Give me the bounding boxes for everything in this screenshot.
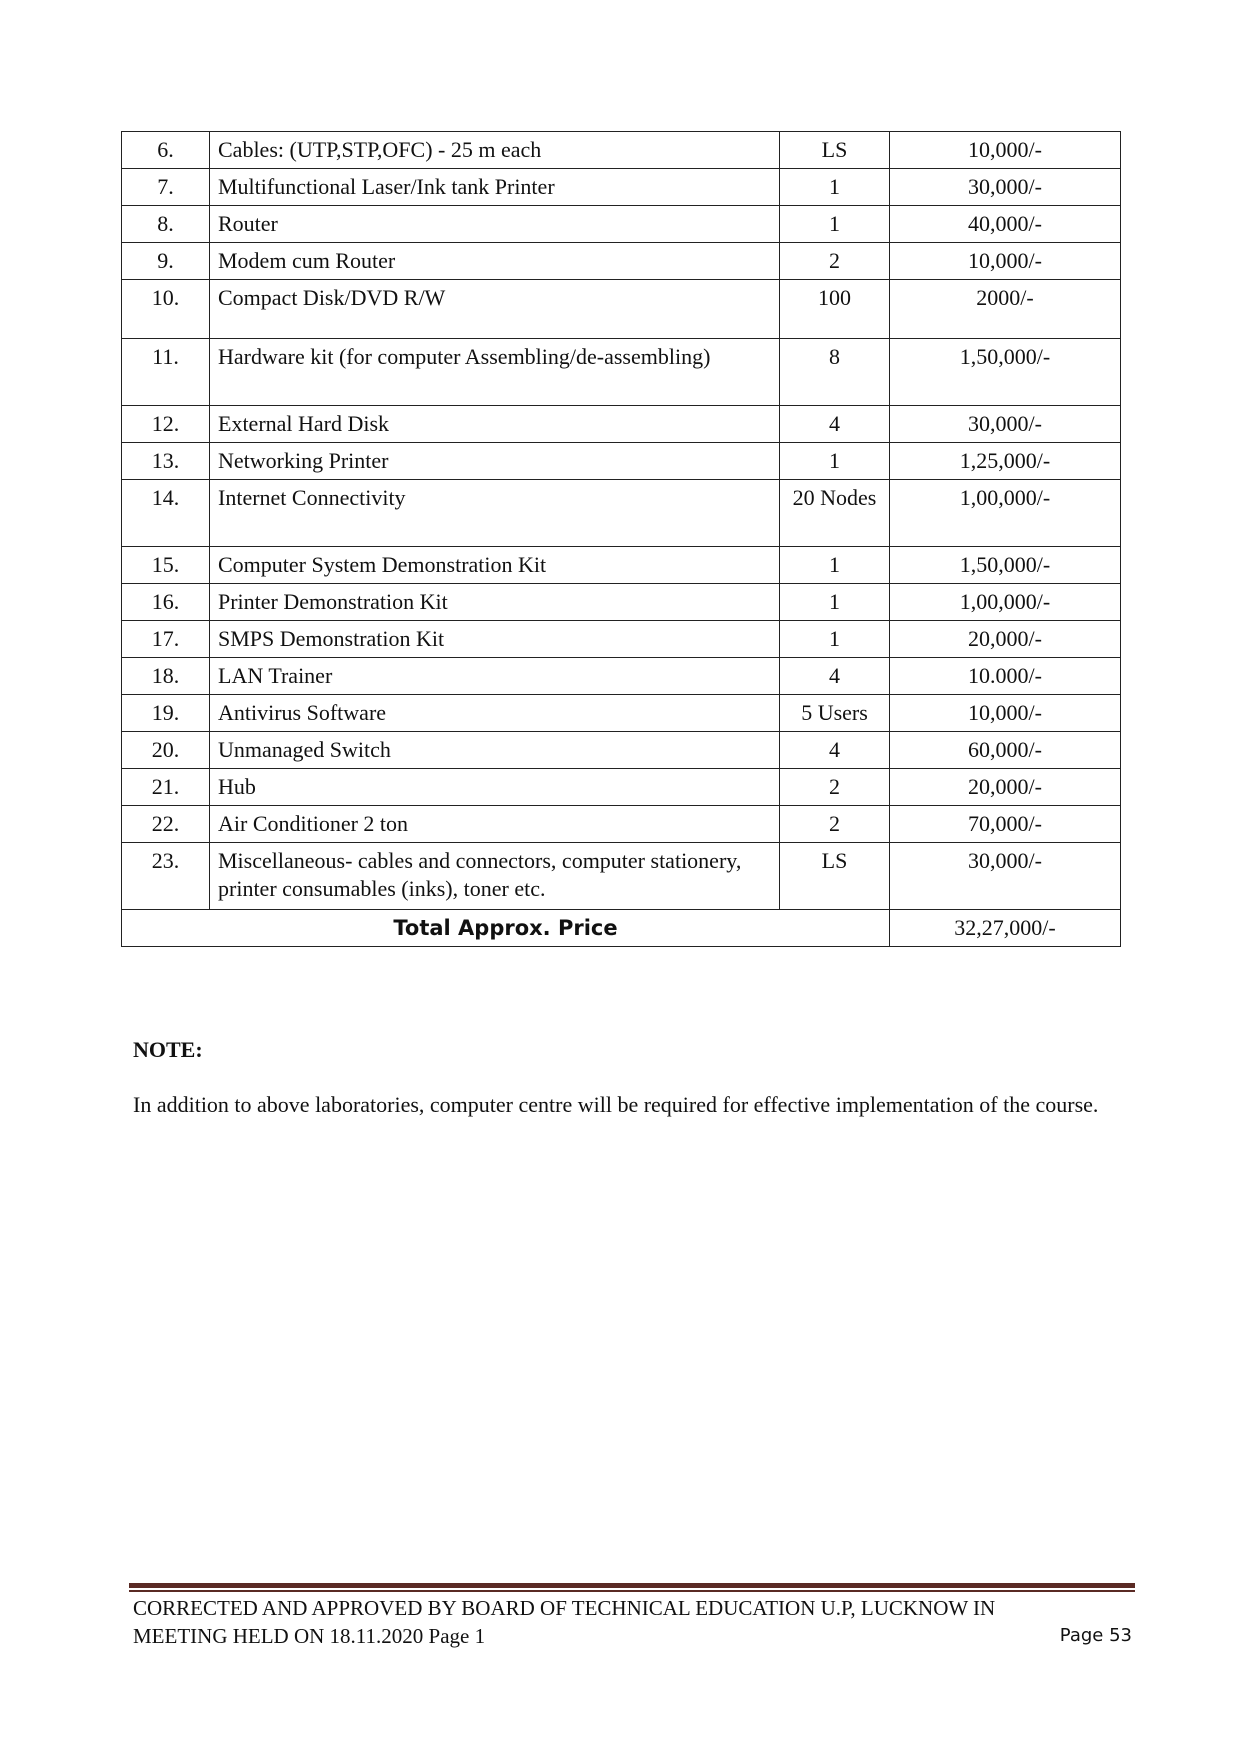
item-description: Hub: [210, 769, 780, 806]
item-quantity: 1: [780, 584, 890, 621]
row-number: 17.: [122, 621, 210, 658]
note-title: NOTE:: [133, 1037, 203, 1062]
item-quantity: 2: [780, 243, 890, 280]
item-description: Modem cum Router: [210, 243, 780, 280]
item-quantity: 1: [780, 206, 890, 243]
table-row: [122, 843, 1121, 910]
item-price: 30,000/-: [890, 843, 1121, 910]
item-price: 10,000/-: [890, 695, 1121, 732]
item-price: 1,50,000/-: [890, 339, 1121, 406]
table-row: [122, 547, 1121, 584]
table-row: [122, 206, 1121, 243]
table-row: [122, 406, 1121, 443]
item-description: Antivirus Software: [210, 695, 780, 732]
page-number: Page 53: [1059, 1625, 1132, 1646]
item-quantity: 4: [780, 406, 890, 443]
item-quantity: 20 Nodes: [780, 480, 890, 547]
item-price: 1,50,000/-: [890, 547, 1121, 584]
item-description: SMPS Demonstration Kit: [210, 621, 780, 658]
item-price: 10,000/-: [890, 243, 1121, 280]
row-number: 12.: [122, 406, 210, 443]
row-number: 10.: [122, 280, 210, 339]
item-description: Printer Demonstration Kit: [210, 584, 780, 621]
item-description: Networking Printer: [210, 443, 780, 480]
item-price: 1,00,000/-: [890, 584, 1121, 621]
footer-rule-thin: [129, 1590, 1135, 1592]
item-description: Cables: (UTP,STP,OFC) - 25 m each: [210, 132, 780, 169]
table-row: [122, 480, 1121, 547]
row-number: 9.: [122, 243, 210, 280]
item-price: 60,000/-: [890, 732, 1121, 769]
item-price: 2000/-: [890, 280, 1121, 339]
item-quantity: LS: [780, 843, 890, 910]
item-quantity: 1: [780, 443, 890, 480]
item-quantity: 100: [780, 280, 890, 339]
table-row: [122, 658, 1121, 695]
footer-line1: CORRECTED AND APPROVED BY BOARD OF TECHNICAL EDUCATION U.P, LUCKNOW IN: [133, 1596, 996, 1620]
item-description: Multifunctional Laser/Ink tank Printer: [210, 169, 780, 206]
item-price: 30,000/-: [890, 169, 1121, 206]
row-number: 7.: [122, 169, 210, 206]
item-quantity: 2: [780, 769, 890, 806]
item-quantity: 2: [780, 806, 890, 843]
total-row: [122, 910, 1121, 947]
row-number: 11.: [122, 339, 210, 406]
row-number: 20.: [122, 732, 210, 769]
item-price: 20,000/-: [890, 621, 1121, 658]
item-quantity: 1: [780, 169, 890, 206]
footer-line2-row: [133, 1622, 1132, 1650]
total-price: 32,27,000/-: [890, 910, 1121, 947]
table-row: [122, 732, 1121, 769]
table-row: [122, 280, 1121, 339]
item-description: Hardware kit (for computer Assembling/de-assembling): [210, 339, 780, 406]
table-row: [122, 584, 1121, 621]
item-quantity: 5 Users: [780, 695, 890, 732]
item-description: Unmanaged Switch: [210, 732, 780, 769]
item-quantity: 1: [780, 547, 890, 584]
table-row: [122, 621, 1121, 658]
table-row: [122, 769, 1121, 806]
table-row: [122, 339, 1121, 406]
item-description: Internet Connectivity: [210, 480, 780, 547]
row-number: 16.: [122, 584, 210, 621]
table-row: [122, 695, 1121, 732]
row-number: 13.: [122, 443, 210, 480]
total-label: Total Approx. Price: [122, 910, 890, 947]
row-number: 22.: [122, 806, 210, 843]
item-description: Miscellaneous- cables and connectors, computer stationery, printer consumables (inks), toner etc.: [210, 843, 780, 910]
item-quantity: 8: [780, 339, 890, 406]
row-number: 14.: [122, 480, 210, 547]
item-price: 1,00,000/-: [890, 480, 1121, 547]
item-quantity: 4: [780, 658, 890, 695]
table-row: [122, 169, 1121, 206]
item-price: 10.000/-: [890, 658, 1121, 695]
item-quantity: 1: [780, 621, 890, 658]
equipment-table: [121, 131, 1121, 947]
table-row: [122, 243, 1121, 280]
row-number: 18.: [122, 658, 210, 695]
row-number: 19.: [122, 695, 210, 732]
item-price: 30,000/-: [890, 406, 1121, 443]
footer-rule: [129, 1583, 1135, 1588]
item-price: 40,000/-: [890, 206, 1121, 243]
item-description: External Hard Disk: [210, 406, 780, 443]
table-row: [122, 806, 1121, 843]
note-text: In addition to above laboratories, computer centre will be required for effective implementation of the course.: [133, 1092, 1099, 1117]
item-price: 70,000/-: [890, 806, 1121, 843]
row-number: 15.: [122, 547, 210, 584]
item-description: Air Conditioner 2 ton: [210, 806, 780, 843]
item-quantity: LS: [780, 132, 890, 169]
item-price: 20,000/-: [890, 769, 1121, 806]
table-row: [122, 132, 1121, 169]
row-number: 21.: [122, 769, 210, 806]
footer-line2: MEETING HELD ON 18.11.2020 Page 1: [133, 1624, 486, 1648]
item-quantity: 4: [780, 732, 890, 769]
item-description: LAN Trainer: [210, 658, 780, 695]
row-number: 6.: [122, 132, 210, 169]
table-row: [122, 443, 1121, 480]
row-number: 8.: [122, 206, 210, 243]
row-number: 23.: [122, 843, 210, 910]
item-description: Compact Disk/DVD R/W: [210, 280, 780, 339]
item-price: 10,000/-: [890, 132, 1121, 169]
item-description: Computer System Demonstration Kit: [210, 547, 780, 584]
item-price: 1,25,000/-: [890, 443, 1121, 480]
footer: [133, 1594, 1132, 1650]
item-description: Router: [210, 206, 780, 243]
